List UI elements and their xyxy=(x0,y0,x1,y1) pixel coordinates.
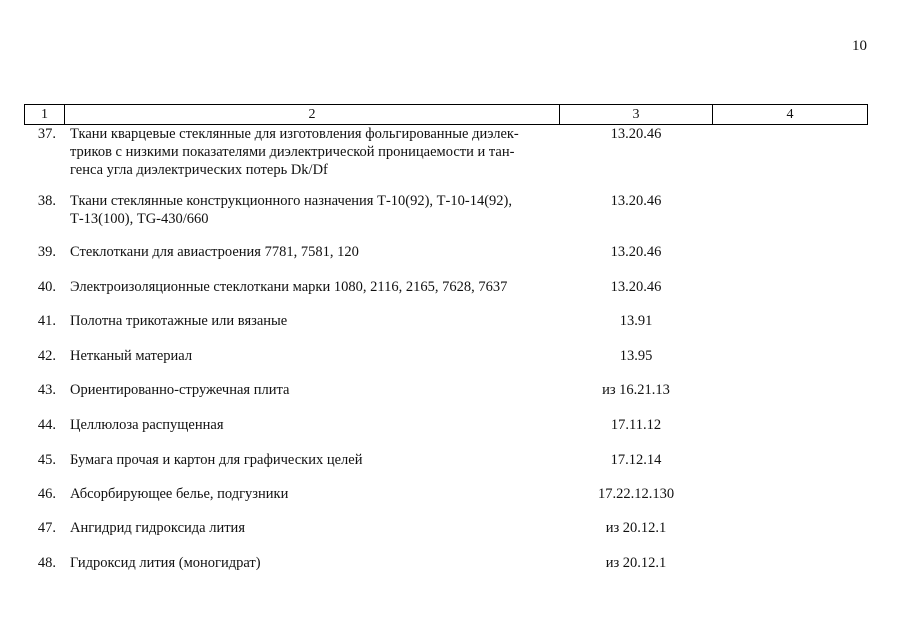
header-col-3: 3 xyxy=(560,105,713,124)
row-code: 13.20.46 xyxy=(610,244,662,260)
row-code: из 16.21.13 xyxy=(602,382,670,398)
row-number: 40. xyxy=(37,279,56,295)
row-code: 17.22.12.130 xyxy=(597,486,675,502)
row-number: 47. xyxy=(37,520,56,536)
row-number: 43. xyxy=(37,382,56,398)
header-col-4: 4 xyxy=(786,106,794,122)
row-name: Ткани стеклянные конструкционного назначения Т-10(92), Т-10-14(92), Т-13(100), TG-430/660 xyxy=(70,193,512,227)
row-number: 41. xyxy=(37,313,56,329)
header-col-1: 1 xyxy=(25,105,65,124)
row-number: 46. xyxy=(37,486,56,502)
row-number: 44. xyxy=(37,417,56,433)
row-name: Ткани кварцевые стеклянные для изготовления фольгированные диэлек- триков с низкими показателями диэлектрической проницаемости и тан- генса угла диэлектрических потерь Dk/Df xyxy=(70,126,519,178)
row-code: 17.12.14 xyxy=(610,452,662,468)
header-col-2: 2 xyxy=(65,105,560,124)
row-name: Бумага прочая и картон для графических целей xyxy=(70,452,363,468)
row-name: Электроизоляционные стеклоткани марки 1080, 2116, 2165, 7628, 7637 xyxy=(70,279,508,295)
row-name: Ориентированно-стружечная плита xyxy=(70,382,290,398)
row-code: 13.20.46 xyxy=(610,126,662,142)
row-number: 37. xyxy=(37,126,56,142)
row-code: 17.11.12 xyxy=(610,417,662,433)
row-name: Стеклоткани для авиастроения 7781, 7581, 120 xyxy=(70,244,359,260)
row-name: Гидроксид лития (моногидрат) xyxy=(70,555,261,571)
row-name: Полотна трикотажные или вязаные xyxy=(70,313,288,329)
row-number: 48. xyxy=(37,555,56,571)
row-number: 45. xyxy=(37,452,56,468)
row-name: Целлюлоза распущенная xyxy=(70,417,224,433)
row-code: 13.20.46 xyxy=(610,193,662,209)
row-code: 13.91 xyxy=(619,313,653,329)
row-code: из 20.12.1 xyxy=(605,520,667,536)
row-number: 42. xyxy=(37,348,56,364)
table-header xyxy=(24,104,868,125)
row-name: Абсорбирующее белье, подгузники xyxy=(70,486,289,502)
row-number: 39. xyxy=(37,244,56,260)
row-name: Нетканый материал xyxy=(70,348,193,364)
row-code: из 20.12.1 xyxy=(605,555,667,571)
page-number: 10 xyxy=(852,38,867,54)
row-code: 13.95 xyxy=(619,348,653,364)
row-code: 13.20.46 xyxy=(610,279,662,295)
row-number: 38. xyxy=(37,193,56,209)
row-name: Ангидрид гидроксида лития xyxy=(70,520,245,536)
